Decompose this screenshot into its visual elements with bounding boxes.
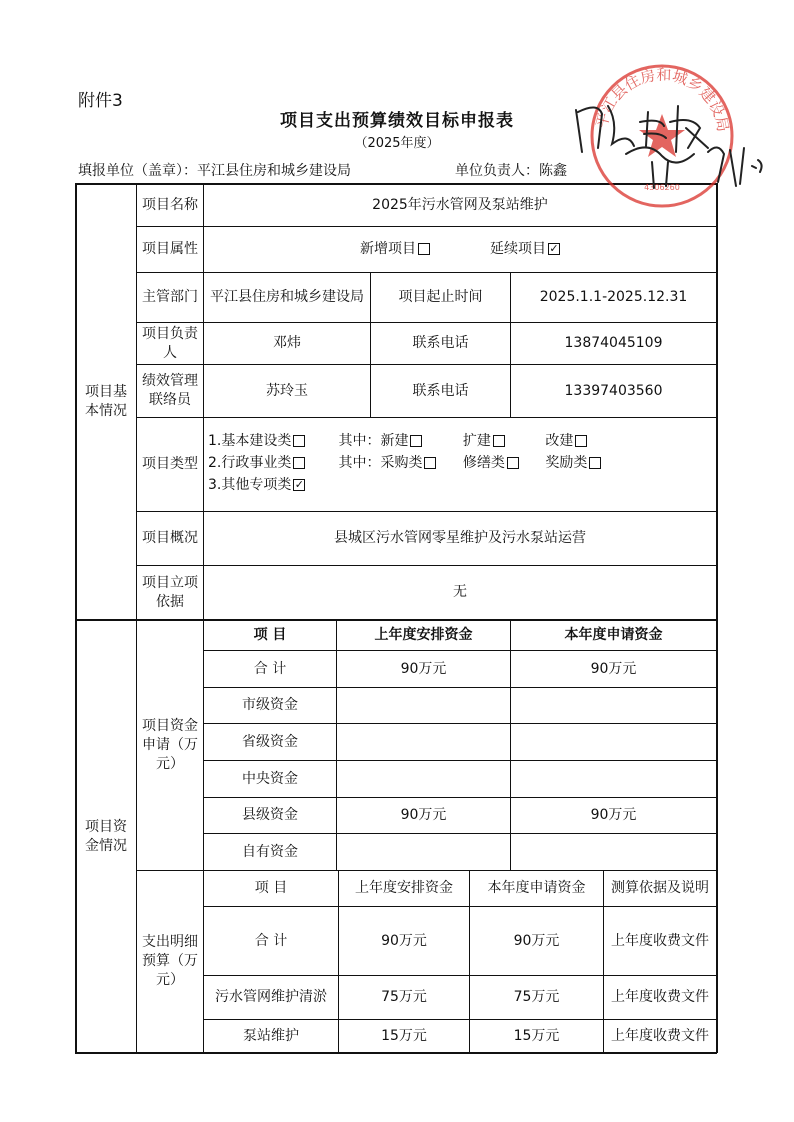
funds-section-label: 项目资金情况 (85, 818, 127, 854)
apply-row-this (511, 761, 716, 797)
detail-row-item: 污水管网维护清淤 (215, 989, 327, 1006)
apply-row-last: 90万元 (400, 807, 447, 824)
apply-row-last: 90万元 (400, 660, 447, 677)
type-1-rebuild: 改建 (545, 433, 574, 449)
detail-header-1: 上年度安排资金 (355, 880, 453, 897)
overview-label: 项目概况 (142, 530, 198, 547)
type-1-new: 其中：新建 (338, 433, 409, 449)
apply-row-this (511, 724, 716, 760)
year-subtitle: （2025年度） (354, 136, 440, 151)
type-1-expand: 扩建 (462, 433, 491, 449)
page-title: 项目支出预算绩效目标申报表 (280, 111, 514, 131)
detail-row-last: 75万元 (381, 989, 427, 1006)
apply-row-this (511, 688, 716, 723)
reporting-unit: 填报单位（盖章）：平江县住房和城乡建设局 (78, 163, 351, 179)
checkbox-type-2[interactable] (293, 457, 305, 469)
type-options (208, 430, 708, 496)
attachment-label: 附件3 (78, 91, 123, 111)
apply-row-last (337, 834, 510, 870)
svg-text:4306260: 4306260 (644, 183, 680, 192)
owner-label: 项目负责人 (142, 325, 198, 361)
type-3: 3.其他专项类 (208, 477, 292, 493)
unit-leader: 单位负责人：陈鑫 (455, 163, 567, 179)
detail-header-0: 项 目 (254, 880, 288, 897)
type-2-purchase: 其中：采购类 (338, 455, 423, 471)
name-label: 项目名称 (142, 196, 198, 213)
liaison-phone: 13397403560 (564, 382, 663, 399)
apply-label: 项目资金申请（万元） (142, 718, 198, 772)
detail-row-this: 90万元 (513, 932, 560, 949)
detail-row-item: 合 计 (254, 932, 288, 949)
dept-value: 平江县住房和城乡建设局 (210, 289, 364, 306)
period-value: 2025.1.1-2025.12.31 (539, 289, 688, 306)
liaison-label: 绩效管理联络员 (142, 373, 198, 408)
apply-row-item: 自有资金 (242, 843, 298, 860)
detail-header-3: 测算依据及说明 (611, 880, 709, 897)
apply-row-item: 合 计 (253, 660, 287, 677)
liaison-phone-label: 联系电话 (412, 382, 469, 399)
detail-row-basis: 上年度收费文件 (611, 1027, 709, 1044)
attr-options (204, 227, 716, 272)
type-2-repair: 修缮类 (462, 455, 505, 471)
checkbox-expand[interactable] (493, 435, 505, 447)
attr-new: 新增项目 (360, 241, 416, 258)
apply-row-item: 省级资金 (242, 733, 298, 750)
svg-text:平江县住房和城乡建设局: 平江县住房和城乡建设局 (592, 65, 733, 134)
apply-row-last (337, 761, 510, 797)
checkbox-purchase[interactable] (424, 457, 436, 469)
checkbox-repair[interactable] (507, 457, 519, 469)
detail-row-item: 泵站维护 (243, 1027, 299, 1044)
apply-row-this: 90万元 (590, 807, 637, 824)
attr-cont: 延续项目 (490, 241, 546, 258)
apply-header-0: 项 目 (253, 626, 287, 643)
apply-row-item: 市级资金 (242, 697, 298, 714)
apply-header-1: 上年度安排资金 (374, 626, 473, 643)
basic-section-label: 项目基本情况 (85, 383, 127, 419)
detail-row-this: 15万元 (513, 1027, 560, 1044)
basis-label: 项目立项依据 (142, 574, 198, 610)
checkbox-type-1[interactable] (293, 435, 305, 447)
owner-phone: 13874045109 (564, 335, 663, 352)
apply-row-last (337, 688, 510, 723)
owner-value: 邓炜 (273, 335, 301, 352)
type-1: 1.基本建设类 (208, 433, 292, 449)
checkbox-new[interactable] (418, 243, 430, 255)
type-label: 项目类型 (142, 456, 198, 473)
detail-row-this: 75万元 (513, 989, 560, 1006)
apply-row-this: 90万元 (590, 660, 637, 677)
name-value: 2025年污水管网及泵站维护 (372, 196, 548, 213)
checkbox-cont[interactable]: ✓ (549, 242, 559, 256)
dept-label: 主管部门 (142, 289, 198, 306)
detail-row-basis: 上年度收费文件 (611, 932, 709, 949)
owner-phone-label: 联系电话 (412, 335, 469, 352)
basis-value: 无 (453, 584, 467, 601)
type-2-award: 奖励类 (545, 455, 588, 471)
apply-row-this (511, 834, 716, 870)
checkbox-rebuild[interactable] (575, 435, 587, 447)
period-label: 项目起止时间 (398, 289, 483, 306)
apply-row-item: 县级资金 (242, 807, 298, 824)
apply-row-item: 中央资金 (242, 770, 298, 787)
detail-row-basis: 上年度收费文件 (611, 989, 709, 1006)
detail-row-last: 90万元 (381, 932, 427, 949)
checkbox-type-3[interactable]: ✓ (294, 478, 304, 491)
apply-header-2: 本年度申请资金 (564, 626, 663, 643)
attr-label: 项目属性 (142, 241, 198, 258)
apply-row-last (337, 724, 510, 760)
type-2: 2.行政事业类 (208, 455, 292, 471)
liaison-value: 苏玲玉 (266, 382, 308, 399)
checkbox-award[interactable] (589, 457, 601, 469)
checkbox-new-build[interactable] (410, 435, 422, 447)
detail-row-last: 15万元 (381, 1027, 427, 1044)
detail-header-2: 本年度申请资金 (487, 880, 586, 897)
detail-label: 支出明细预算（万元） (142, 934, 198, 988)
handwritten-signature (568, 92, 768, 192)
overview-value: 县城区污水管网零星维护及污水泵站运营 (334, 530, 586, 547)
